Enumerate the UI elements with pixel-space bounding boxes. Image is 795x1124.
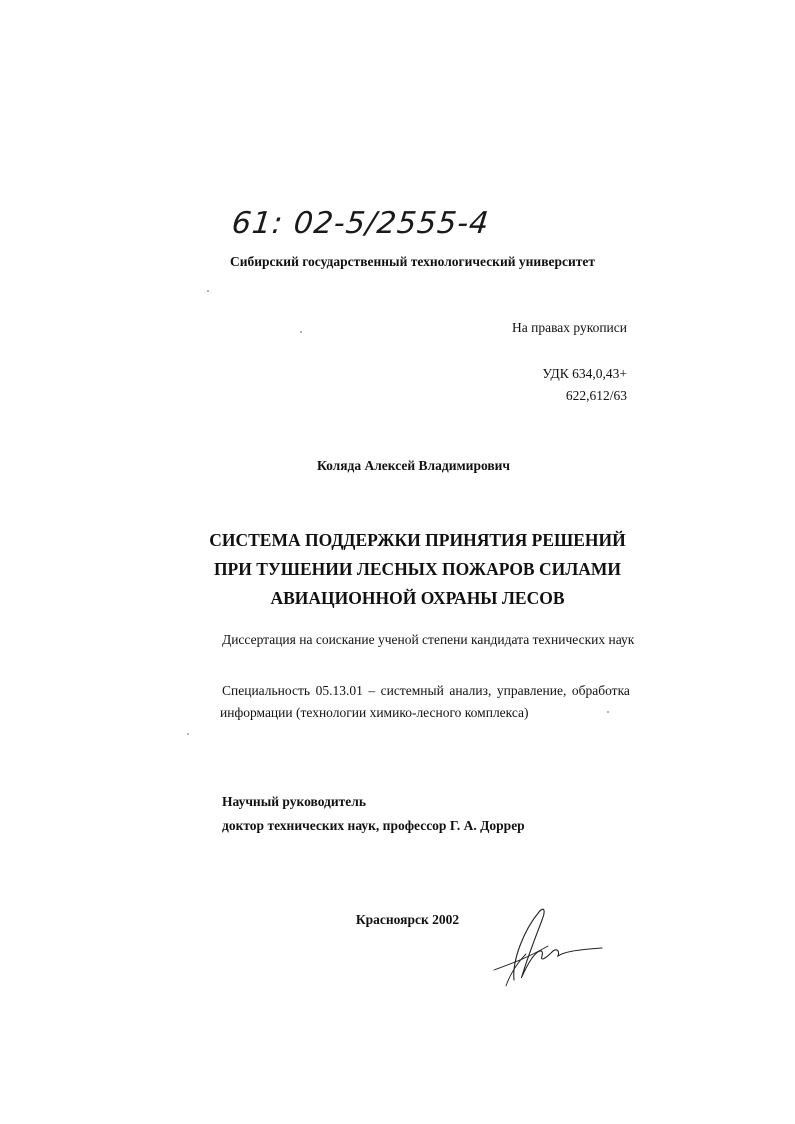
rights-note: На правах рукописи xyxy=(511,320,627,335)
specialty-line-1 xyxy=(222,680,630,702)
udk-code-line-2: 622,612/63 xyxy=(565,388,627,403)
city-and-year: Красноярск 2002 xyxy=(355,912,460,927)
specialty-paragraph xyxy=(222,680,630,724)
author-name: Коляда Алексей Владимирович xyxy=(316,458,511,473)
specialty-line-2: информации (технологии химико-лесного комплекса) xyxy=(220,705,529,720)
specialty-word: управление, xyxy=(496,683,567,698)
dissertation-title xyxy=(0,526,795,613)
specialty-word: обработка xyxy=(571,683,630,698)
specialty-word: – xyxy=(368,683,376,698)
scan-speck xyxy=(300,331,302,333)
udk-code-line-1: УДК 634,0,43+ xyxy=(542,366,627,381)
dissertation-degree: Диссертация на соискание ученой степени кандидата технических наук xyxy=(222,632,635,647)
scan-speck xyxy=(207,290,209,292)
university-name: Сибирский государственный технологический университет xyxy=(229,254,596,269)
handwritten-signature xyxy=(484,900,604,990)
specialty-word: системный xyxy=(380,683,444,698)
title-line: АВИАЦИОННОЙ ОХРАНЫ ЛЕСОВ xyxy=(270,588,565,608)
scan-speck xyxy=(607,711,609,713)
title-line: ПРИ ТУШЕНИИ ЛЕСНЫХ ПОЖАРОВ СИЛАМИ xyxy=(213,559,622,579)
scan-speck xyxy=(187,733,189,735)
title-line: СИСТЕМА ПОДДЕРЖКИ ПРИНЯТИЯ РЕШЕНИЙ xyxy=(209,530,626,550)
specialty-word: 05.13.01 xyxy=(315,683,363,698)
specialty-word: анализ, xyxy=(449,683,492,698)
specialty-word: Специальность xyxy=(222,683,311,698)
supervisor-label: Научный руководитель xyxy=(222,794,366,809)
supervisor-name: доктор технических наук, профессор Г. А. Доррер xyxy=(222,818,525,833)
handwritten-catalog-number: 61: 02-5/2555-4 xyxy=(230,206,492,241)
